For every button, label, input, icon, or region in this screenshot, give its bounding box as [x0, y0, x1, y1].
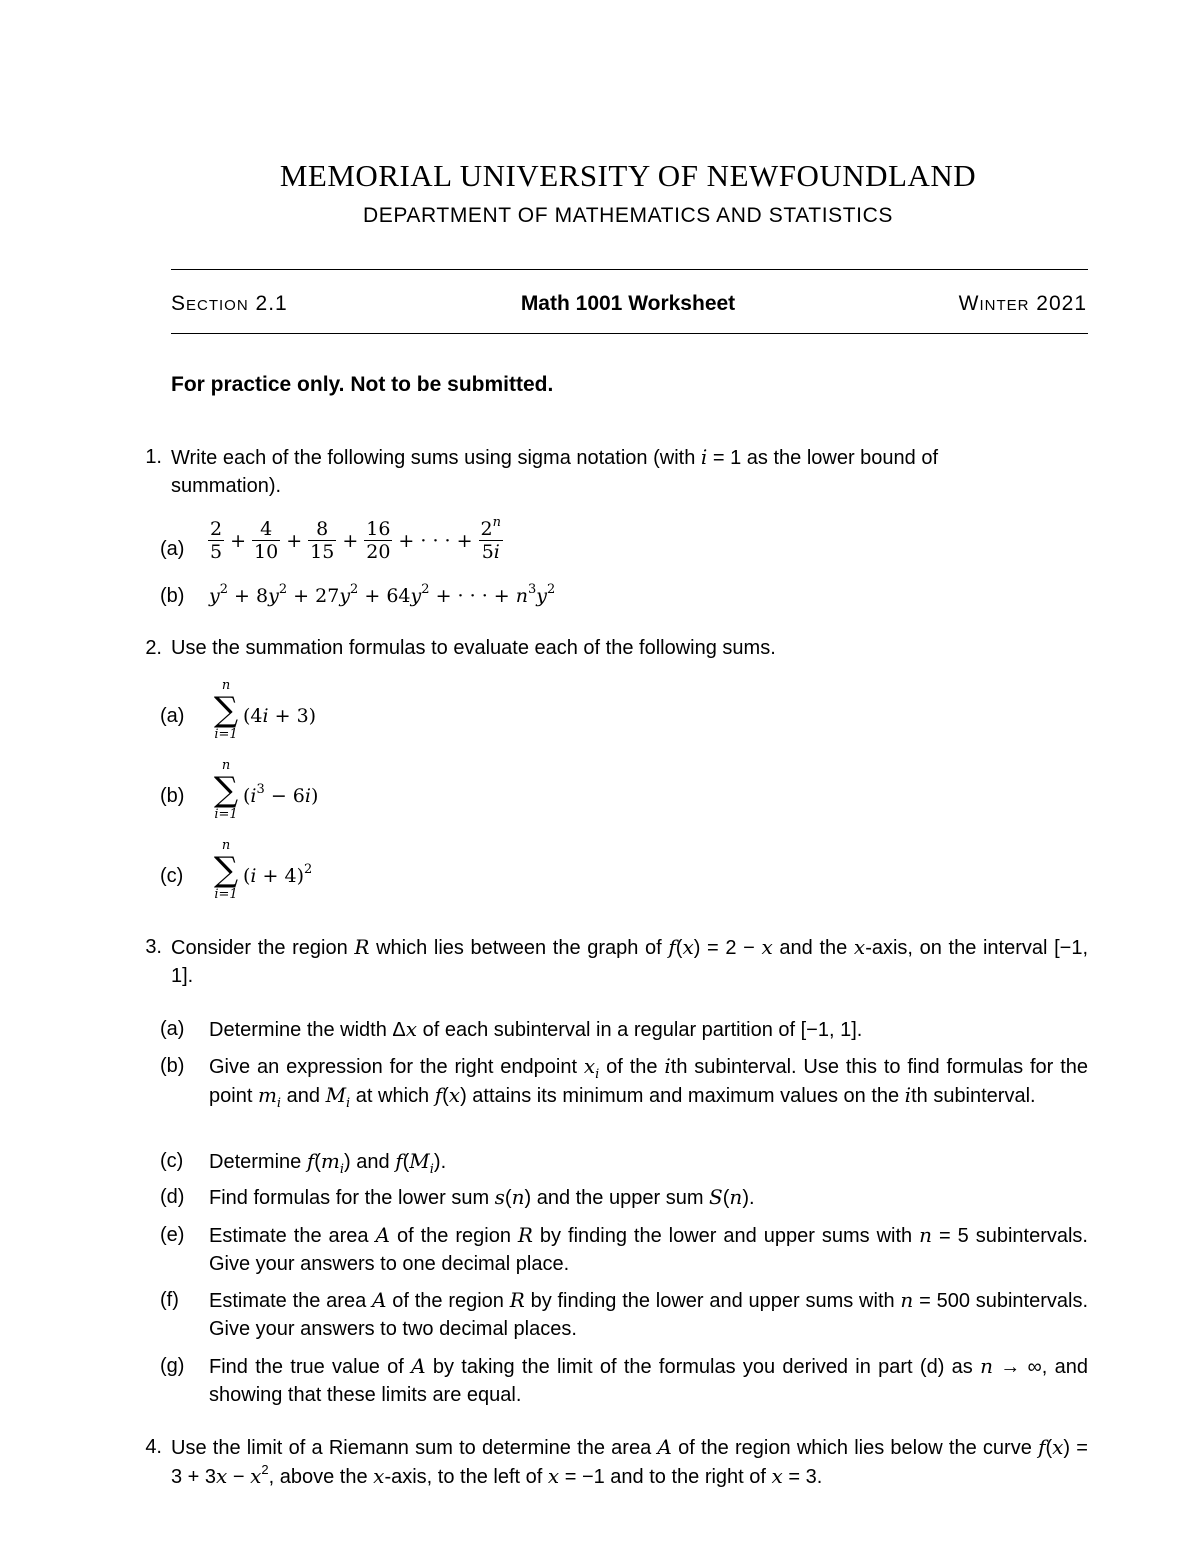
question-2b-label: (b): [160, 785, 185, 807]
question-3e-text: Estimate the area A of the region R by finding the lower and upper sums with n = 5 subintervals. Give your answers to one decimal place.: [209, 1223, 1088, 1275]
bottom-rule: [171, 333, 1088, 334]
course-title: Math 1001 Worksheet: [520, 292, 736, 315]
question-4-number: 4.: [145, 1436, 162, 1458]
question-1a-label: (a): [160, 538, 185, 560]
question-2b-expression: $(i^3 - 6i)$: [243, 782, 319, 807]
department-title: DEPARTMENT OF MATHEMATICS AND STATISTICS: [363, 204, 893, 227]
practice-note: For practice only. Not to be submitted.: [171, 373, 554, 396]
question-3b-label: (b): [160, 1055, 185, 1077]
question-3a-text: Determine the width Δx of each subinterval in a regular partition of [−1, 1].: [209, 1017, 863, 1041]
question-3g-label: (g): [160, 1355, 185, 1377]
question-3e-label: (e): [160, 1224, 185, 1246]
question-2c-expression: $(i + 4)^2$: [243, 862, 313, 887]
question-3-number: 3.: [145, 936, 162, 958]
question-1b-label: (b): [160, 585, 185, 607]
question-1a-expression: $\frac{2}{5}$ + $\frac{4}{10}$ + $\frac{8}{15}$ + $\frac{16}{20}$ + · · · + $\frac{2^n}{5i}$: [210, 515, 502, 563]
question-4-text: Use the limit of a Riemann sum to determine the area A of the region which lies below the curve $f(x) = 3 + 3x - x^2$, above the x-axis, to the left of x = −1 and to the right of x = 3.: [171, 1435, 1088, 1488]
question-3d-label: (d): [160, 1186, 185, 1208]
section-label: Section 2.1: [171, 292, 288, 315]
top-rule: [171, 269, 1088, 270]
question-2c-label: (c): [160, 865, 184, 887]
term-label: Winter 2021: [958, 292, 1087, 315]
question-3g-text: Find the true value of A by taking the limit of the formulas you derived in part (d) as n → ∞, and showing that these limits are equal.: [209, 1354, 1089, 1406]
university-title: MEMORIAL UNIVERSITY OF NEWFOUNDLAND: [279, 158, 977, 193]
question-2-number: 2.: [145, 637, 162, 659]
question-2a-expression: (4i + 3): [243, 705, 317, 727]
question-3f-text: Estimate the area A of the region R by finding the lower and upper sums with n = 500 subintervals. Give your answers to two decimal places.: [209, 1288, 1089, 1340]
sigma-2b: n ∑ i=1: [213, 758, 239, 822]
question-3c-text: Determine $f(m_i)$ and $f(M_i)$.: [209, 1149, 447, 1177]
question-3-text: Consider the region R which lies between the graph of f(x) = 2 − x and the x-axis, on the interval [−1, 1].: [171, 935, 1089, 987]
question-2-text: Use the summation formulas to evaluate each of the following sums.: [171, 637, 776, 659]
question-3f-label: (f): [160, 1289, 179, 1311]
question-3a-label: (a): [160, 1018, 185, 1040]
question-3b-text: Give an expression for the right endpoint $x_i$ of the ith subinterval. Use this to find formulas for the point $m_i$ and $M_i$ at which f(x) attains its minimum and maximum values on the ith subinterval.: [209, 1054, 1088, 1111]
question-3c-label: (c): [160, 1150, 184, 1172]
question-1-text: Write each of the following sums using sigma notation (with i = 1 as the lower bound of summation).: [171, 445, 939, 497]
sigma-2c: n ∑ i=1: [213, 838, 239, 902]
sigma-2a: n ∑ i=1: [213, 678, 239, 742]
question-1b-expression: $y^2 + 8y^2 + 27y^2 + 64y^2$ + · · · + $n^3y^2$: [209, 582, 556, 607]
question-3d-text: Find formulas for the lower sum s(n) and the upper sum S(n).: [209, 1185, 755, 1209]
question-2a-label: (a): [160, 705, 185, 727]
question-1-number: 1.: [145, 446, 162, 468]
